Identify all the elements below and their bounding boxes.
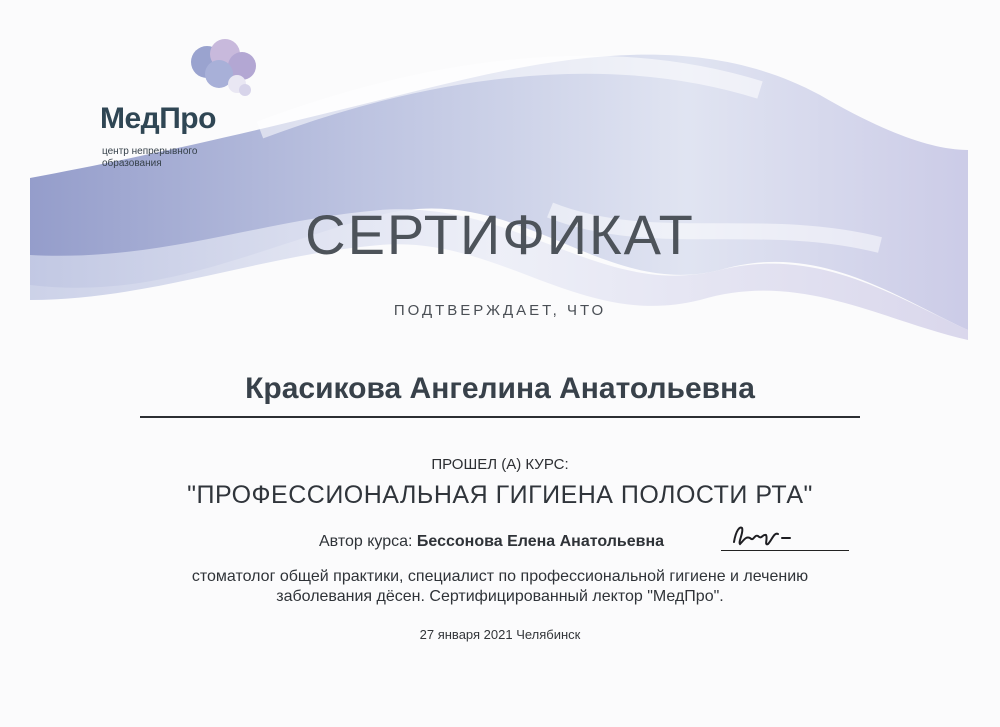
certificate-subtitle: ПОДТВЕРЖДАЕТ, ЧТО bbox=[393, 302, 607, 319]
course-title: "ПРОФЕССИОНАЛЬНАЯ ГИГИЕНА ПОЛОСТИ РТА" bbox=[187, 481, 813, 509]
brand-name: МедПро bbox=[100, 102, 216, 135]
author-description: стоматолог общей практики, специалист по профессиональной гигиене и лечению заболевания дёсен. Сертифицированный лектор "МедПро". bbox=[191, 568, 809, 605]
passed-course-label: ПРОШЕЛ (А) КУРС: bbox=[431, 456, 569, 473]
name-underline bbox=[140, 416, 860, 418]
signature-icon bbox=[728, 520, 818, 552]
signature-line bbox=[721, 550, 849, 551]
author-label: Автор курса: bbox=[319, 533, 417, 550]
author-name: Бессонова Елена Анатольевна bbox=[416, 533, 665, 550]
certificate-title: СЕРТИФИКАТ bbox=[305, 203, 695, 266]
recipient-name: Красикова Ангелина Анатольевна bbox=[245, 372, 755, 405]
brand-subtitle: центр непрерывного образования bbox=[102, 146, 198, 169]
cloud-logo-icon bbox=[185, 38, 265, 103]
medpro-logo bbox=[100, 38, 260, 178]
date-place: 27 января 2021 Челябинск bbox=[419, 627, 581, 642]
course-author bbox=[319, 533, 664, 551]
